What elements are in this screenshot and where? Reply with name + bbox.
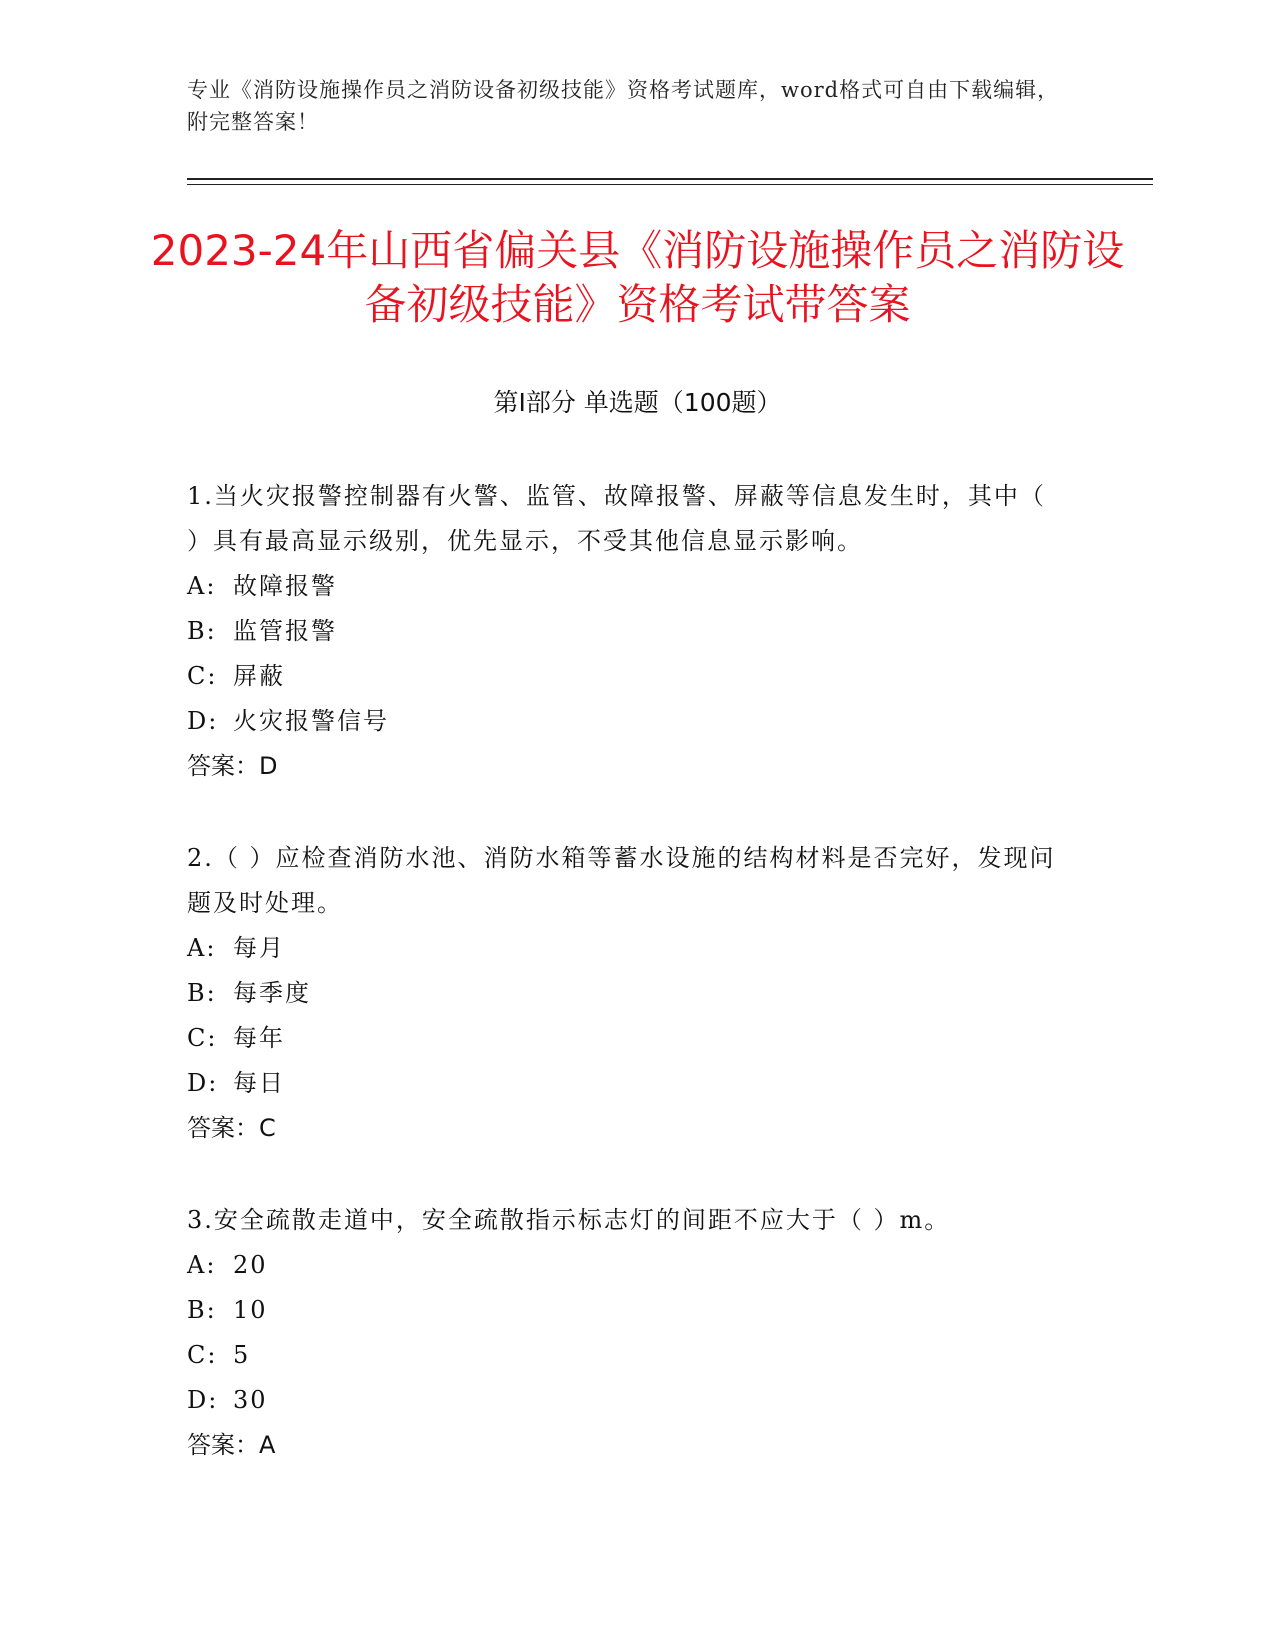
section-title: 第I部分 单选题（100题） [493, 388, 782, 417]
option-text: 每日 [233, 1069, 285, 1097]
option-text: 火灾报警信号 [233, 707, 389, 735]
option-d [187, 699, 1067, 744]
question-stem: 3.安全疏散走道中，安全疏散指示标志灯的间距不应大于（ ）m。 [187, 1206, 951, 1234]
option-text: 10 [233, 1296, 268, 1324]
question-1 [187, 474, 1067, 789]
header-rule-thin [187, 184, 1153, 185]
option-text: 屏蔽 [233, 662, 285, 690]
option-b [187, 971, 1067, 1016]
option-a [187, 926, 1067, 971]
question-stem: 2.（ ）应检查消防水池、消防水箱等蓄水设施的结构材料是否完好，发现问题及时处理。 [187, 844, 1056, 917]
option-a [187, 564, 1067, 609]
option-letter: B: [187, 979, 217, 1007]
option-b [187, 609, 1067, 654]
option-letter: A: [187, 1251, 217, 1279]
option-c [187, 1016, 1067, 1061]
option-a [187, 1243, 1067, 1288]
option-letter: D: [187, 1069, 219, 1097]
option-text: 故障报警 [233, 572, 337, 600]
document-title: 2023-24年山西省偏关县《消防设施操作员之消防设备初级技能》资格考试带答案 [150, 226, 1125, 329]
answer-line: 答案：A [187, 1431, 276, 1459]
option-letter: B: [187, 1296, 217, 1324]
header-note: 专业《消防设施操作员之消防设备初级技能》资格考试题库，word格式可自由下载编辑，附完整答案！ [187, 78, 1060, 134]
question-3 [187, 1198, 1067, 1468]
option-text: 20 [233, 1251, 268, 1279]
option-text: 5 [233, 1341, 251, 1369]
option-letter: B: [187, 617, 217, 645]
option-letter: C: [187, 1024, 218, 1052]
question-2 [187, 836, 1067, 1151]
option-c [187, 1333, 1067, 1378]
option-text: 30 [233, 1386, 268, 1414]
option-text: 每季度 [233, 979, 311, 1007]
option-letter: C: [187, 1341, 218, 1369]
answer-line: 答案：C [187, 1114, 276, 1142]
question-stem: 1.当火灾报警控制器有火警、监管、故障报警、屏蔽等信息发生时，其中（ ）具有最高显示级别，优先显示，不受其他信息显示影响。 [187, 482, 1046, 555]
option-letter: C: [187, 662, 218, 690]
option-d [187, 1061, 1067, 1106]
option-c [187, 654, 1067, 699]
option-letter: A: [187, 572, 217, 600]
header-rule-thick [187, 178, 1153, 180]
option-letter: D: [187, 1386, 219, 1414]
option-b [187, 1288, 1067, 1333]
option-letter: A: [187, 934, 217, 962]
option-letter: D: [187, 707, 219, 735]
option-text: 监管报警 [233, 617, 337, 645]
option-text: 每年 [233, 1024, 285, 1052]
option-text: 每月 [233, 934, 285, 962]
option-d [187, 1378, 1067, 1423]
answer-line: 答案：D [187, 752, 278, 780]
